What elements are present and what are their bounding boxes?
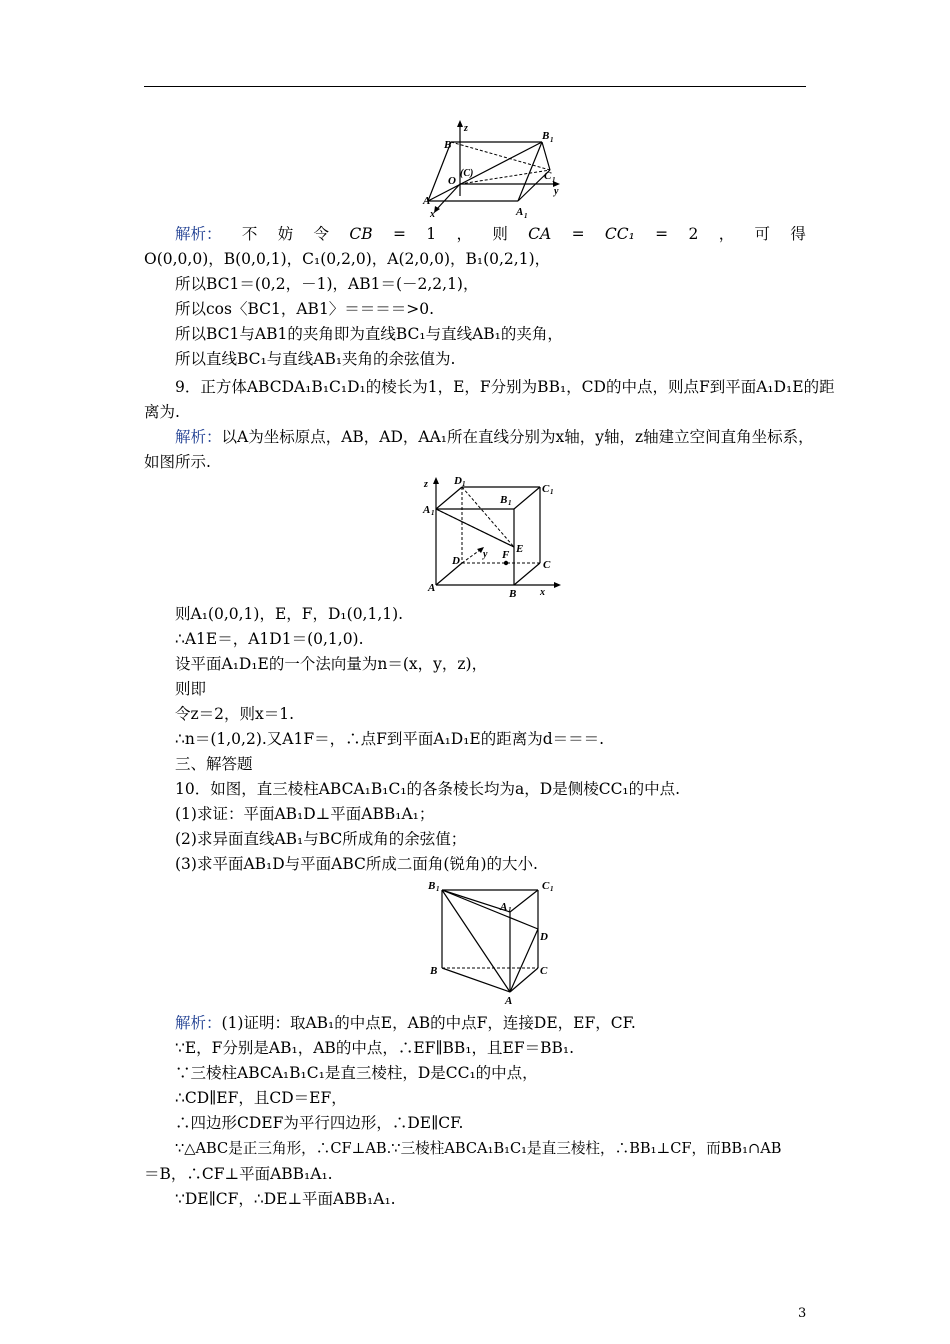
- vertex-C1-sub: 1: [550, 885, 554, 893]
- vertex-A1-sub: 1: [524, 212, 528, 220]
- page-number: 3: [798, 1306, 807, 1321]
- header-rule: [144, 86, 806, 87]
- figure-coordinate-prism: [420, 118, 570, 222]
- axis-y-label: y: [483, 549, 488, 560]
- q9-cont-line4: 则即: [175, 680, 207, 698]
- q9-cont-line3: 设平面A₁D₁E的一个法向量为n＝(x，y，z)，: [175, 655, 488, 673]
- word: ，: [456, 225, 472, 243]
- q10-solution-line7: ＝B，∴CF⊥平面ABB₁A₁.: [144, 1165, 333, 1183]
- q9-cont-line1: 则A₁(0,0,1)，E，F，D₁(0,1,1).: [175, 605, 404, 623]
- word: 2: [688, 225, 699, 243]
- vertex-B-label: B: [430, 965, 438, 977]
- vertex-C1-sub: 1: [552, 176, 556, 184]
- vertex-A-label: A: [423, 195, 431, 207]
- q8-solution-line2: O(0,0,0)，B(0,0,1)，C₁(0,2,0)，A(2,0,0)，B₁(0,2,1)，: [144, 250, 551, 268]
- word: 则: [492, 225, 508, 243]
- q8-solution-line4: 所以cos〈BC1，AB1〉＝＝＝＝>0.: [175, 300, 435, 318]
- section-heading: 三、解答题: [175, 755, 253, 773]
- q9-stem-line1: 9．正方体ABCDA₁B₁C₁D₁的棱长为1，E，F分别为BB₁，CD的中点，则点F到平面A₁D₁E的距: [175, 378, 835, 396]
- q10-solution-line8: ∵DE∥CF，∴DE⊥平面ABB₁A₁.: [175, 1190, 396, 1208]
- q9-cont-line2: ∴A1E＝，A1D1＝(0,1,0).: [175, 630, 364, 648]
- vertex-A1-sub: 1: [431, 509, 435, 517]
- vertex-B-label: B: [509, 588, 517, 600]
- solution-text: (1)证明：取AB₁的中点E，AB的中点F，连接DE，EF，CF.: [221, 1014, 636, 1032]
- word: CA: [528, 225, 552, 243]
- point-F-label: F: [502, 549, 510, 561]
- vertex-D1-label: D: [454, 475, 462, 487]
- q10-part3: (3)求平面AB₁D与平面ABC所成二面角(锐角)的大小.: [175, 855, 538, 873]
- vertex-B-label: B: [444, 139, 452, 151]
- q9-stem-line2: 离为.: [144, 403, 180, 421]
- q8-solution-line3: 所以BC1＝(0,2，－1)，AB1＝(－2,2,1)，: [175, 275, 479, 293]
- axis-z-label: z: [424, 479, 428, 490]
- q10-solution-line5: ∴四边形CDEF为平行四边形，∴DE∥CF.: [175, 1114, 464, 1132]
- q10-solution-line4: ∴CD∥EF，且CD＝EF，: [175, 1089, 347, 1107]
- q10-solution-line2: ∵E，F分别是AB₁，AB的中点，∴EF∥BB₁，且EF＝BB₁.: [175, 1039, 575, 1057]
- q9-solution-line2: 如图所示.: [144, 453, 211, 471]
- word: =: [571, 225, 585, 243]
- word: 不: [241, 225, 258, 243]
- axis-x-label: x: [430, 209, 435, 220]
- vertex-A1-label: A: [500, 901, 508, 913]
- q9-cont-line5: 令z＝2，则x＝1.: [175, 705, 295, 723]
- axis-z-label: z: [464, 123, 468, 134]
- vertex-A-label: A: [428, 582, 436, 594]
- vertex-C1-sub: 1: [550, 488, 554, 496]
- vertex-C1-label: C: [542, 880, 550, 892]
- figure-cube: [420, 475, 570, 600]
- vertex-B1-label: B: [542, 130, 550, 142]
- vertex-A1-label: A: [423, 504, 431, 516]
- q8-solution-line6: 所以直线BC₁与直线AB₁夹角的余弦值为.: [175, 350, 456, 368]
- vertex-D1-sub: 1: [462, 480, 466, 488]
- solution-text: 以A为坐标原点，AB，AD，AA₁所在直线分别为x轴，y轴，z轴建立空间直角坐标系，: [221, 428, 814, 446]
- vertex-B1-sub: 1: [550, 136, 554, 144]
- word: CB: [349, 225, 373, 243]
- word: CC₁: [604, 225, 635, 243]
- q10-part1: (1)求证：平面AB₁D⊥平面ABB₁A₁；: [175, 805, 435, 823]
- word: 妨: [277, 225, 294, 243]
- vertex-C-paren-label: (C): [460, 168, 474, 179]
- axis-x-label: x: [540, 587, 545, 598]
- axis-y-label: y: [554, 186, 559, 197]
- figure-triangular-prism: [420, 876, 570, 1008]
- q10-solution-line6: ∵△ABC是正三角形，∴CF⊥AB.∵三棱柱ABCA₁B₁C₁是直三棱柱，∴BB₁⊥CF，而BB₁∩AB: [175, 1140, 782, 1157]
- vertex-C-label: C: [540, 965, 548, 977]
- word: 令: [313, 225, 330, 243]
- word: 得: [790, 225, 806, 243]
- q10-stem: 10．如图，直三棱柱ABCA₁B₁C₁的各条棱长均为a，D是侧棱CC₁的中点.: [175, 780, 681, 798]
- vertex-B1-label: B: [500, 494, 508, 506]
- vertex-C1-label: C: [544, 170, 552, 182]
- q9-solution-line1: [175, 427, 814, 447]
- word: =: [655, 225, 669, 243]
- word: 1: [426, 225, 437, 243]
- point-E-label: E: [516, 543, 524, 555]
- solution-label: 解析：: [175, 225, 222, 243]
- word: 可: [754, 225, 771, 243]
- origin-O-label: O: [448, 175, 456, 187]
- vertex-A1-label: A: [516, 206, 524, 218]
- q10-part2: (2)求异面直线AB₁与BC所成角的余弦值；: [175, 830, 467, 848]
- q10-solution-line3: ∵三棱柱ABCA₁B₁C₁是直三棱柱，D是CC₁的中点，: [175, 1064, 538, 1082]
- vertex-B1-sub: 1: [508, 499, 512, 507]
- vertex-A-label: A: [505, 995, 513, 1007]
- word: =: [392, 225, 406, 243]
- vertex-D-label: D: [452, 555, 460, 567]
- vertex-C-label: C: [543, 559, 551, 571]
- vertex-B1-label: B: [428, 880, 436, 892]
- solution-label: 解析：: [175, 428, 222, 446]
- vertex-B1-sub: 1: [436, 885, 440, 893]
- q8-solution-line5: 所以BC1与AB1的夹角即为直线BC₁与直线AB₁的夹角，: [175, 325, 563, 343]
- q9-cont-line6: ∴n＝(1,0,2).又A1F＝，∴点F到平面A₁D₁E的距离为d＝＝＝.: [175, 730, 605, 748]
- vertex-C1-label: C: [542, 483, 550, 495]
- solution-label: 解析：: [175, 1014, 222, 1032]
- vertex-A1-sub: 1: [508, 906, 512, 914]
- q10-solution-line1: [175, 1013, 636, 1033]
- word: ，: [718, 225, 735, 243]
- q8-solution-line1: [175, 224, 806, 244]
- point-D-label: D: [540, 931, 548, 943]
